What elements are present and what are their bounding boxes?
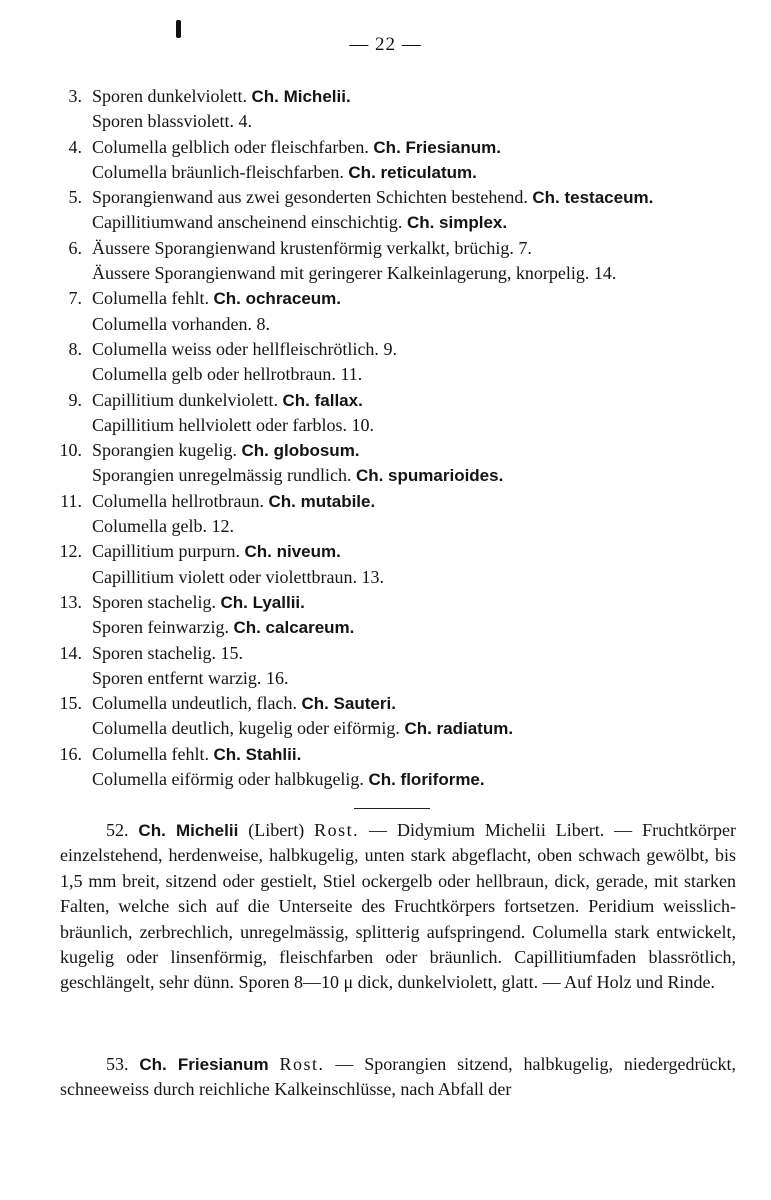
key-text: Columella gelb.: [92, 516, 207, 537]
key-number: 14.: [59, 642, 82, 663]
key-number: 15.: [59, 693, 82, 714]
key-text: Columella gelblich oder fleischfarben.: [92, 136, 369, 157]
key-reference: 10.: [351, 414, 374, 435]
key-line: [92, 314, 270, 335]
key-text: Columella fehlt.: [92, 288, 209, 309]
key-number: 5.: [68, 187, 82, 208]
key-text: Capillitium violett oder violettbraun.: [92, 566, 357, 587]
key-text: Sporangienwand aus zwei gesonderten Schichten bestehend.: [92, 187, 528, 208]
key-line: [92, 769, 485, 790]
key-species: Ch. Lyallii.: [220, 592, 305, 612]
key-number: 12.: [59, 541, 82, 562]
key-reference: 7.: [518, 237, 532, 258]
entry-description: — Didymium Michelii Libert. — Fruchtkörper einzelstehend, herdenweise, halbkugelig, unten stark abgeflacht, oben schwach gewölbt, bis 1,5 mm breit, sitzend oder gestielt, Stiel ockergelb oder hellbraun, dick, gerade, mit starken Falten, welche sich auf die Unterseite des Fruchtkörpers fortsetzen. Peridium weisslich-bräunlich, zerbrechlich, unregelmässig, splitterig aufspringend. Columella stark entwickelt, kugelig oder linsenförmig, fleischfarben oder bräunlich. Capillitiumfaden blassrötlich, geschlängelt, sehr dünn. Sporen 8—10 μ dick, dunkelviolett, glatt. — Auf Holz und Rinde.: [60, 820, 737, 993]
key-line: [92, 465, 503, 486]
key-line: [92, 187, 653, 208]
key-row: [0, 440, 771, 465]
key-text: Sporen feinwarzig.: [92, 617, 229, 638]
page-number: — 22 —: [349, 34, 422, 55]
key-reference: 14.: [593, 263, 617, 284]
key-row: [0, 339, 771, 364]
key-text: Sporangien unregelmässig rundlich.: [92, 465, 352, 486]
key-row: [0, 617, 771, 642]
entry-53: [60, 1052, 736, 1103]
key-number: 4.: [68, 136, 82, 157]
key-line: [92, 693, 396, 714]
key-row: [0, 86, 771, 111]
key-text: Sporen stachelig.: [92, 591, 216, 612]
key-row: [0, 187, 771, 212]
key-reference: 4.: [238, 111, 252, 132]
key-row: [0, 390, 771, 415]
key-line: [92, 415, 374, 436]
key-number: 10.: [59, 440, 82, 461]
key-text: Sporen stachelig.: [92, 642, 216, 663]
key-text: Columella bräunlich-fleischfarben.: [92, 161, 344, 182]
species-name: Ch. Michelii: [138, 821, 239, 840]
key-row: [0, 263, 771, 288]
key-reference: 11.: [340, 364, 363, 385]
key-reference: 8.: [256, 313, 270, 334]
entry-description: — Sporangien sitzend, halbkugelig, niedergedrückt, schneeweiss durch reichliche Kalkeinschlüsse, nach Abfall der: [60, 1054, 737, 1100]
key-row: [0, 769, 771, 794]
key-species: Ch. fallax.: [282, 390, 363, 410]
key-line: [92, 111, 252, 132]
key-text: Äussere Sporangienwand krustenförmig verkalkt, brüchig.: [92, 237, 514, 258]
key-line: [92, 238, 532, 259]
key-line: [92, 541, 341, 562]
key-row: [0, 137, 771, 162]
key-text: Äussere Sporangienwand mit geringerer Kalkeinlagerung, knorpelig.: [92, 263, 590, 284]
key-text: Columella undeutlich, flach.: [92, 693, 297, 714]
entry-52: [60, 818, 736, 996]
key-species: Ch. niveum.: [244, 542, 341, 562]
key-row: [0, 718, 771, 743]
key-line: [92, 617, 354, 638]
author-abbrev: Rost.: [314, 820, 360, 840]
key-number: 9.: [68, 389, 82, 410]
author-abbrev: Rost.: [279, 1054, 325, 1074]
key-text: Columella weiss oder hellfleischrötlich.: [92, 338, 379, 359]
key-line: [92, 86, 351, 107]
key-text: Sporen entfernt warzig.: [92, 667, 262, 688]
key-row: [0, 643, 771, 668]
key-line: [92, 162, 477, 183]
key-species: Ch. floriforme.: [368, 770, 485, 790]
key-species: Ch. spumarioides.: [355, 466, 504, 486]
key-row: [0, 111, 771, 136]
key-line: [92, 440, 360, 461]
key-line: [92, 567, 384, 588]
key-row: [0, 212, 771, 237]
key-text: Columella eiförmig oder halbkugelig.: [92, 769, 364, 790]
key-line: [92, 137, 501, 158]
key-species: Ch. Stahlii.: [213, 744, 302, 764]
key-text: Columella fehlt.: [92, 743, 209, 764]
key-species: Ch. reticulatum.: [348, 162, 477, 182]
key-row: [0, 415, 771, 440]
key-species: Ch. testaceum.: [532, 188, 654, 208]
key-row: [0, 465, 771, 490]
key-species: Ch. Michelii.: [251, 87, 351, 106]
entry-number: 52.: [106, 820, 129, 840]
key-reference: 13.: [361, 566, 384, 587]
key-text: Capillitium dunkelviolett.: [92, 389, 278, 410]
key-row: [0, 162, 771, 187]
key-text: Sporen dunkelviolett.: [92, 86, 247, 106]
key-line: [92, 491, 375, 512]
key-row: [0, 541, 771, 566]
key-text: Capillitium purpurn.: [92, 541, 240, 562]
key-species: Ch. simplex.: [406, 213, 508, 233]
key-text: Columella deutlich, kugelig oder eiförmig.: [92, 718, 400, 739]
key-line: [92, 643, 243, 664]
key-row: [0, 744, 771, 769]
key-line: [92, 364, 362, 385]
key-line: [92, 516, 234, 537]
key-line: [92, 263, 616, 284]
key-row: [0, 592, 771, 617]
key-number: 6.: [68, 237, 82, 258]
key-line: [92, 212, 507, 233]
key-species: Ch. radiatum.: [404, 719, 514, 739]
key-row: [0, 693, 771, 718]
key-number: 16.: [59, 743, 82, 764]
key-row: [0, 314, 771, 339]
key-row: [0, 668, 771, 693]
key-species: Ch. ochraceum.: [213, 289, 342, 309]
key-row: [0, 567, 771, 592]
identification-key: [0, 86, 771, 794]
key-row: [0, 238, 771, 263]
species-name: Ch. Friesianum: [139, 1055, 269, 1074]
key-line: [92, 288, 341, 309]
key-line: [92, 339, 397, 360]
key-row: [0, 288, 771, 313]
key-row: [0, 491, 771, 516]
key-row: [0, 516, 771, 541]
key-species: Ch. mutabile.: [268, 491, 376, 511]
key-number: 8.: [68, 338, 82, 359]
key-number: 3.: [68, 86, 82, 106]
key-line: [92, 744, 301, 765]
key-text: Sporangien kugelig.: [92, 440, 237, 461]
key-species: Ch. calcareum.: [233, 618, 355, 638]
key-text: Columella hellrotbraun.: [92, 490, 264, 511]
key-row: [0, 364, 771, 389]
key-number: 13.: [59, 591, 82, 612]
key-text: Columella gelb oder hellrotbraun.: [92, 364, 336, 385]
key-species: Ch. globosum.: [241, 441, 360, 461]
key-number: 11.: [60, 490, 82, 511]
key-reference: 9.: [383, 338, 397, 359]
key-number: 7.: [68, 288, 82, 309]
section-divider: [354, 808, 430, 809]
key-text: Capillitium hellviolett oder farblos.: [92, 414, 347, 435]
key-reference: 16.: [265, 667, 289, 688]
key-reference: 15.: [220, 642, 243, 663]
author-parenthetical: (Libert): [248, 820, 305, 840]
key-species: Ch. Sauteri.: [301, 694, 396, 714]
entry-number: 53.: [106, 1054, 129, 1074]
key-text: Columella vorhanden.: [92, 313, 252, 334]
key-line: [92, 592, 305, 613]
key-species: Ch. Friesianum.: [373, 137, 501, 157]
key-line: [92, 390, 363, 411]
key-reference: 12.: [211, 516, 234, 537]
key-text: Sporen blassviolett.: [92, 111, 234, 132]
key-text: Capillitiumwand anscheinend einschichtig.: [92, 212, 403, 233]
key-line: [92, 668, 288, 689]
key-line: [92, 718, 513, 739]
